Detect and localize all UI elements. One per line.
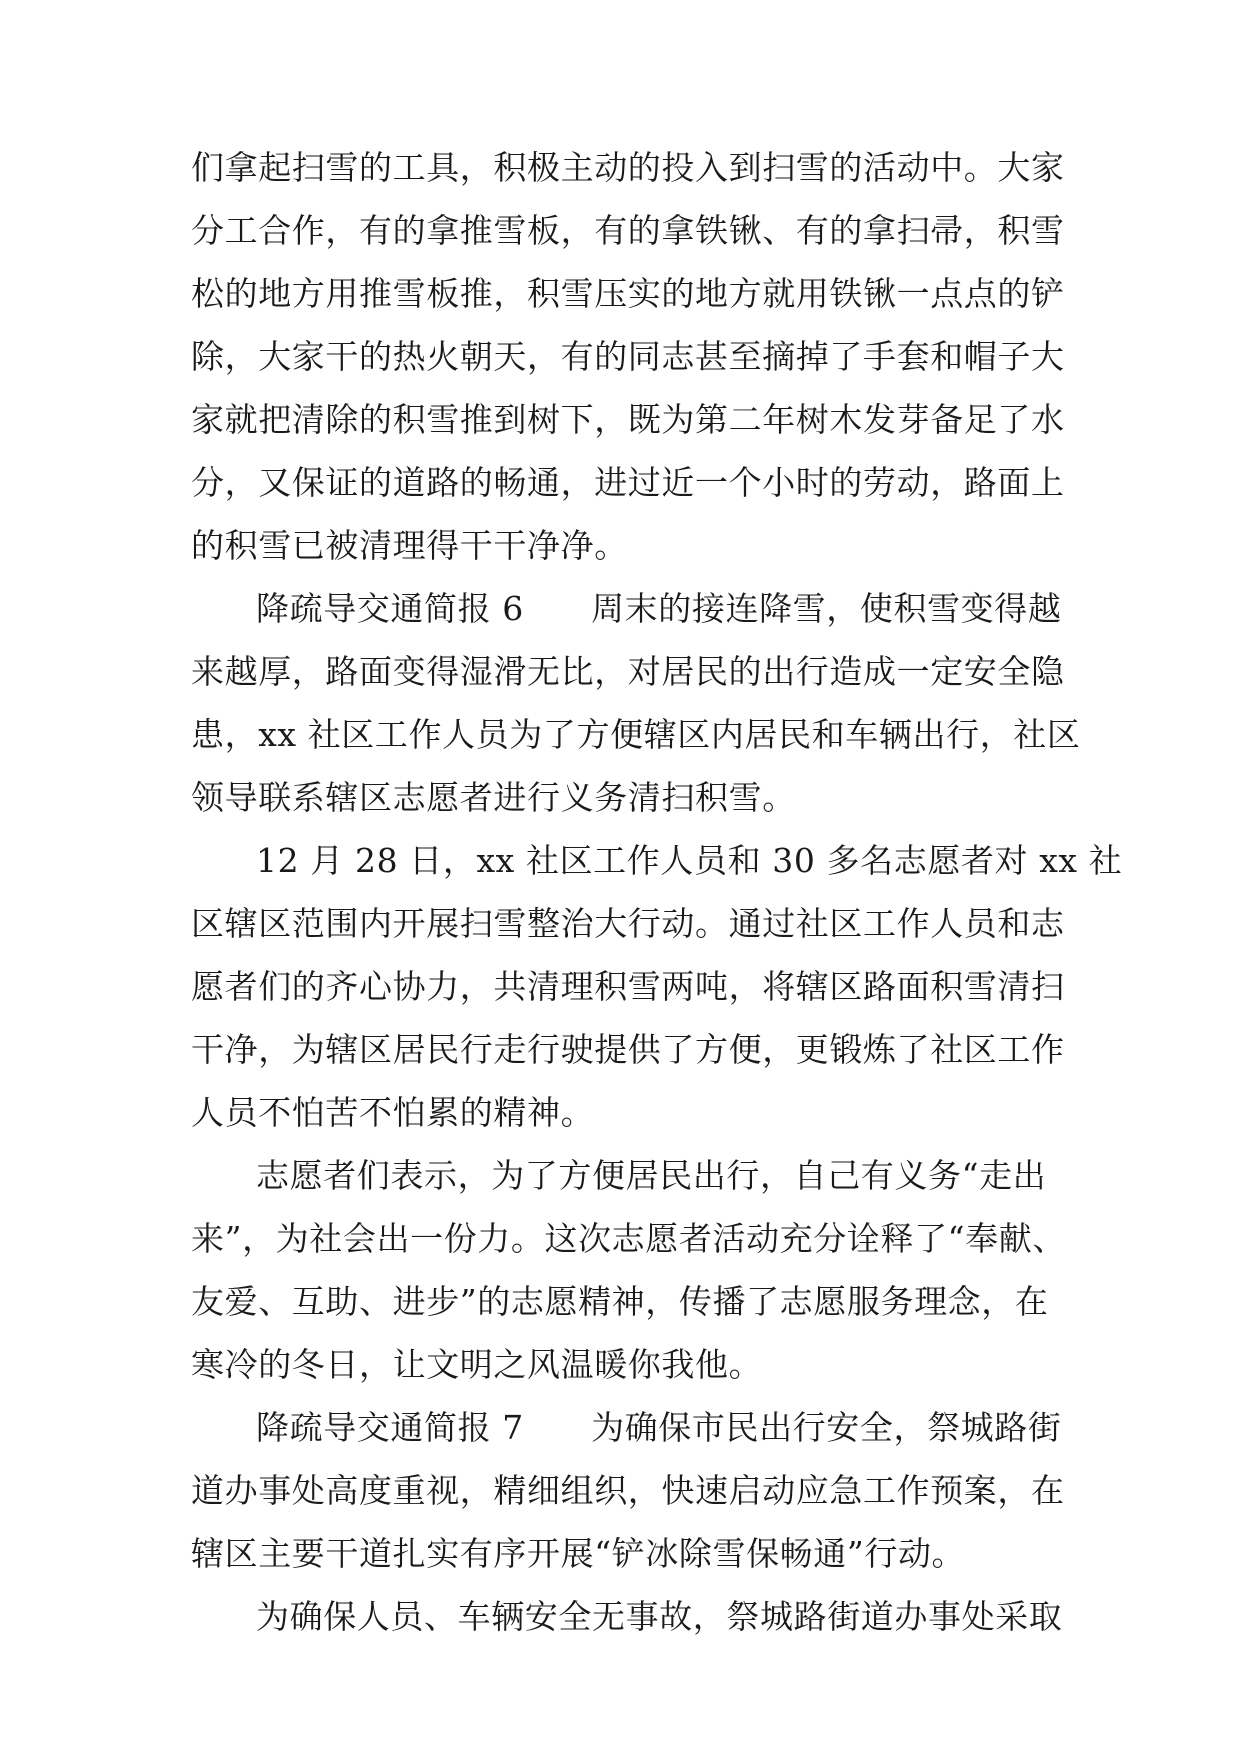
text-line: 家就把清除的积雪推到树下，既为第二年树木发芽备足了水 [191, 400, 1065, 439]
text-line: 患，xx 社区工作人员为了方便辖区内居民和车辆出行，社区 [191, 715, 1081, 754]
text-line: 人员不怕苦不怕累的精神。 [191, 1093, 595, 1132]
text-line: 来”，为社会出一份力。这次志愿者活动充分诠释了“奉献、 [191, 1219, 1066, 1258]
text-line: 区辖区范围内开展扫雪整治大行动。通过社区工作人员和志 [191, 904, 1065, 943]
text-line: 松的地方用推雪板推，积雪压实的地方就用铁锹一点点的铲 [191, 274, 1065, 313]
text-line: 友爱、互助、进步”的志愿精神，传播了志愿服务理念，在 [191, 1282, 1049, 1321]
text-line: 12 月 28 日，xx 社区工作人员和 30 多名志愿者对 xx 社 [256, 841, 1123, 880]
text-line: 愿者们的齐心协力，共清理积雪两吨，将辖区路面积雪清扫 [191, 967, 1065, 1006]
text-line: 们拿起扫雪的工具，积极主动的投入到扫雪的活动中。大家 [191, 148, 1065, 187]
text-line: 道办事处高度重视，精细组织，快速启动应急工作预案，在 [191, 1471, 1065, 1510]
text-line: 分，又保证的道路的畅通，进过近一个小时的劳动，路面上 [191, 463, 1065, 502]
text-line: 志愿者们表示，为了方便居民出行，自己有义务“走出 [256, 1156, 1047, 1195]
text-line: 领导联系辖区志愿者进行义务清扫积雪。 [191, 778, 796, 817]
text-line: 分工合作，有的拿推雪板，有的拿铁锹、有的拿扫帚，积雪 [191, 211, 1065, 250]
text-line: 除，大家干的热火朝天，有的同志甚至摘掉了手套和帽子大 [191, 337, 1065, 376]
text-line: 辖区主要干道扎实有序开展“铲冰除雪保畅通”行动。 [191, 1534, 966, 1573]
text-line: 干净，为辖区居民行走行驶提供了方便，更锻炼了社区工作 [191, 1030, 1065, 1069]
text-line: 寒冷的冬日，让文明之风温暖你我他。 [191, 1345, 763, 1384]
text-line: 的积雪已被清理得干干净净。 [191, 526, 628, 565]
section-heading-line: 降疏导交通简报 6 周末的接连降雪，使积雪变得越 [256, 589, 1062, 628]
text-line: 为确保人员、车辆安全无事故，祭城路街道办事处采取 [256, 1597, 1063, 1636]
text-line: 来越厚，路面变得湿滑无比，对居民的出行造成一定安全隐 [191, 652, 1065, 691]
section-heading-line: 降疏导交通简报 7 为确保市民出行安全，祭城路街 [256, 1408, 1062, 1447]
